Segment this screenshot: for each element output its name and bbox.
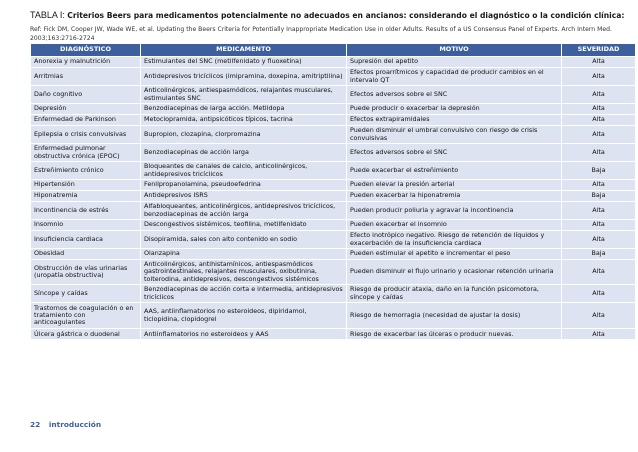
cell-diagnostico: Insuficiencia cardiaca <box>31 231 141 249</box>
cell-motivo: Riesgo de producir ataxia, daño en la función psicomotora, síncope y caídas <box>347 285 562 303</box>
cell-severidad: Baja <box>562 249 636 260</box>
table-row <box>31 220 636 231</box>
cell-motivo: Puede exacerbar el estreñimiento <box>347 162 562 180</box>
cell-motivo: Pueden disminuir el flujo urinario y ocasionar retención urinaria <box>347 260 562 285</box>
cell-medicamento: Descongestivos sistémicos, teofilina, metilfenidato <box>141 220 347 231</box>
page-number: 22 <box>30 420 41 429</box>
table-row <box>31 303 636 329</box>
cell-severidad: Alta <box>562 220 636 231</box>
cell-medicamento: Antidepresivos tricíclicos (imipramina, doxepina, amitriptilina) <box>141 68 347 86</box>
table-caption <box>30 10 630 21</box>
cell-diagnostico: Anorexia y malnutrición <box>31 57 141 68</box>
cell-motivo: Pueden disminuir el umbral convulsivo con riesgo de crisis convulsivas <box>347 126 562 144</box>
cell-diagnostico: Estreñimiento crónico <box>31 162 141 180</box>
cell-motivo: Efectos proarrítmicos y capacidad de producir cambios en el intervalo QT <box>347 68 562 86</box>
cell-motivo: Supresión del apetito <box>347 57 562 68</box>
cell-medicamento: Disopiramida, sales con alto contenido en sodio <box>141 231 347 249</box>
section-name: introducción <box>48 420 102 429</box>
cell-motivo: Riesgo de exacerbar las úlceras o producir nuevas. <box>347 329 562 340</box>
table-row <box>31 104 636 115</box>
cell-medicamento: Antidepresivos ISRS <box>141 191 347 202</box>
cell-severidad: Alta <box>562 115 636 126</box>
header-diagnostico: DIAGNÓSTICO <box>31 44 141 57</box>
cell-severidad: Alta <box>562 104 636 115</box>
table-row <box>31 260 636 285</box>
cell-medicamento: Benzodiacepinas de acción corta e intermedia, antidepresivos tricíclicos <box>141 285 347 303</box>
cell-severidad: Baja <box>562 162 636 180</box>
caption-text: Criterios Beers para medicamentos potencialmente no adecuados en ancianos: considerando el diagnóstico o la condición clínica: <box>67 11 625 20</box>
cell-medicamento: Olanzapina <box>141 249 347 260</box>
cell-diagnostico: Síncope y caídas <box>31 285 141 303</box>
header-severidad: SEVERIDAD <box>562 44 636 57</box>
cell-medicamento: Bupropion, clozapina, clorpromazina <box>141 126 347 144</box>
cell-diagnostico: Insomnio <box>31 220 141 231</box>
cell-motivo: Pueden elevar la presión arterial <box>347 180 562 191</box>
cell-diagnostico: Obesidad <box>31 249 141 260</box>
cell-medicamento: Bloqueantes de canales de calcio, anticolinérgicos, antidepresivos tricíclicos <box>141 162 347 180</box>
cell-medicamento: Alfabloqueantes, anticolinérgicos, antidepresivos tricíclicos, benzodiacepinas de acción larga <box>141 202 347 220</box>
cell-motivo: Pueden estimular el apetito e incrementar el peso <box>347 249 562 260</box>
table-row <box>31 329 636 340</box>
table-row <box>31 285 636 303</box>
cell-severidad: Alta <box>562 231 636 249</box>
table-row <box>31 162 636 180</box>
header-row <box>31 44 636 57</box>
table-row <box>31 86 636 104</box>
cell-medicamento: Benzodiacepinas de acción larga <box>141 144 347 162</box>
cell-motivo: Efecto inotrópico negativo. Riesgo de retención de líquidos y exacerbación de la insuficiencia cardiaca <box>347 231 562 249</box>
cell-diagnostico: Epilepsia o crisis convulsivas <box>31 126 141 144</box>
cell-severidad: Alta <box>562 180 636 191</box>
cell-motivo: Riesgo de hemorragia (necesidad de ajustar la dosis) <box>347 303 562 329</box>
cell-diagnostico: Enfermedad pulmonar obstructiva crónica (EPOC) <box>31 144 141 162</box>
cell-severidad: Alta <box>562 303 636 329</box>
cell-diagnostico: Depresión <box>31 104 141 115</box>
table-row <box>31 180 636 191</box>
table-row <box>31 191 636 202</box>
cell-diagnostico: Trastornos de coagulación o en tratamiento con anticoagulantes <box>31 303 141 329</box>
header-motivo: MOTIVO <box>347 44 562 57</box>
cell-diagnostico: Enfermedad de Parkinson <box>31 115 141 126</box>
table-row <box>31 249 636 260</box>
cell-motivo: Pueden exacerbar la hiponatremia <box>347 191 562 202</box>
table-row <box>31 68 636 86</box>
cell-diagnostico: Úlcera gástrica o duodenal <box>31 329 141 340</box>
cell-medicamento: Anticolinérgicos, antihistamínicos, antiespasmódicos gastrointestinales, relajantes musculares, oxibutinina, tolterodina, antidepresivos, descongestivos sistémicos <box>141 260 347 285</box>
table-row <box>31 231 636 249</box>
table-body <box>31 57 636 340</box>
cell-diagnostico: Obstrucción de vías urinarias (uropatía obstructiva) <box>31 260 141 285</box>
cell-severidad: Baja <box>562 191 636 202</box>
cell-severidad: Alta <box>562 260 636 285</box>
cell-medicamento: Antiinflamatorios no esteroideos y AAS <box>141 329 347 340</box>
table-row <box>31 202 636 220</box>
cell-severidad: Alta <box>562 68 636 86</box>
beers-criteria-table <box>30 43 636 340</box>
cell-diagnostico: Hipertensión <box>31 180 141 191</box>
cell-medicamento: Benzodiacepinas de larga acción. Metildopa <box>141 104 347 115</box>
cell-severidad: Alta <box>562 57 636 68</box>
cell-diagnostico: Daño cognitivo <box>31 86 141 104</box>
cell-medicamento: Metoclopramida, antipsicóticos típicos, tacrina <box>141 115 347 126</box>
table-row <box>31 126 636 144</box>
caption-lead: TABLA I: <box>30 10 65 20</box>
table-row <box>31 115 636 126</box>
cell-motivo: Efectos extrapiramidales <box>347 115 562 126</box>
reference-citation: Ref: Fick DM, Cooper JW, Wade WE, et al. Updating the Beers Criteria for Potentially Inappropriate Medication Use in older Adults. Results of a US Consensus Panel of Experts. Arch Intern Med. 2003;163:2716-2724 <box>30 26 612 42</box>
cell-severidad: Alta <box>562 86 636 104</box>
header-medicamento: MEDICAMENTO <box>141 44 347 57</box>
table-row <box>31 144 636 162</box>
cell-severidad: Alta <box>562 144 636 162</box>
cell-severidad: Alta <box>562 285 636 303</box>
cell-medicamento: Fenilpropanolamina, pseudoefedrina <box>141 180 347 191</box>
cell-medicamento: Anticolinérgicos, antiespasmódicos, relajantes musculares, estimulantes SNC <box>141 86 347 104</box>
cell-motivo: Pueden exacerbar el insomnio <box>347 220 562 231</box>
cell-diagnostico: Incontinencia de estrés <box>31 202 141 220</box>
cell-motivo: Pueden producir poliuria y agravar la incontinencia <box>347 202 562 220</box>
cell-motivo: Efectos adversos sobre el SNC <box>347 144 562 162</box>
cell-diagnostico: Arritmias <box>31 68 141 86</box>
page-footer <box>30 420 101 429</box>
cell-diagnostico: Hiponatremia <box>31 191 141 202</box>
cell-motivo: Efectos adversos sobre el SNC <box>347 86 562 104</box>
cell-severidad: Alta <box>562 126 636 144</box>
cell-severidad: Alta <box>562 329 636 340</box>
table-row <box>31 57 636 68</box>
cell-motivo: Puede producir o exacerbar la depresión <box>347 104 562 115</box>
cell-severidad: Alta <box>562 202 636 220</box>
cell-medicamento: AAS, antiinflamatorios no esteroideos, dipiridamol, ticlopidina, clopidogrel <box>141 303 347 329</box>
cell-medicamento: Estimulantes del SNC (metilfenidato y fluoxetina) <box>141 57 347 68</box>
